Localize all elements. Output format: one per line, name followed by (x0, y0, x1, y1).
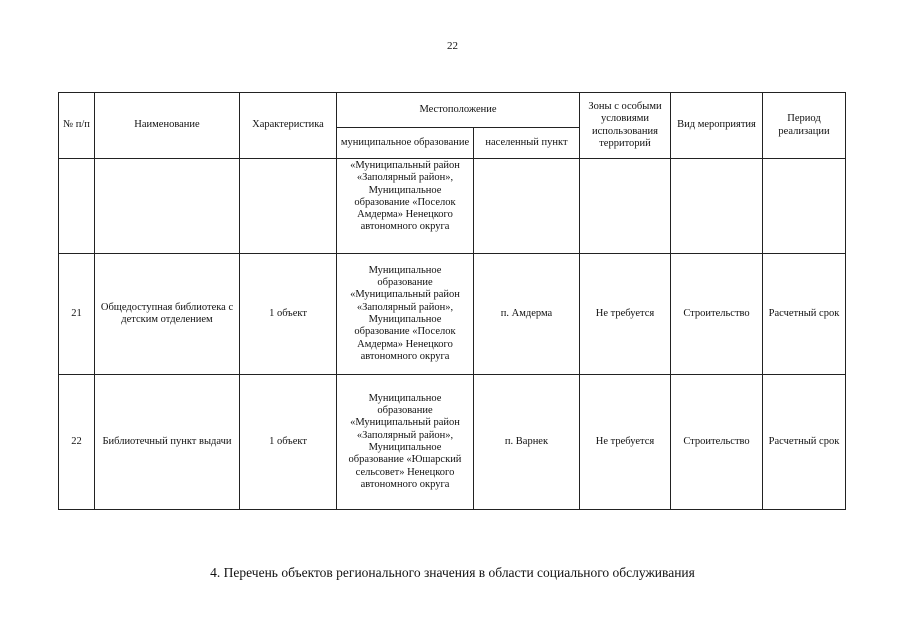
cell-municipal: Муниципальное образование «Муниципальный район «Заполярный район», Муниципальное образование «Поселок Амдерма» Ненецкого автономного округа (337, 254, 474, 375)
cell-name: Общедоступная библиотека с детским отделением (95, 254, 240, 375)
table-row (59, 254, 846, 375)
cell-settlement (474, 159, 580, 254)
header-characteristic: Характеристика (240, 93, 337, 159)
header-period: Период реализации (763, 93, 846, 159)
cell-num: 21 (59, 254, 95, 375)
cell-municipal: «Муниципальный район «Заполярный район», Муниципальное образование «Поселок Амдерма» Ненецкого автономного округа (337, 159, 474, 254)
cell-period: Расчетный срок (763, 254, 846, 375)
table-header-row (59, 93, 846, 128)
cell-characteristic: 1 объект (240, 254, 337, 375)
cell-num (59, 159, 95, 254)
cell-characteristic (240, 159, 337, 254)
cell-event-type: Строительство (671, 254, 763, 375)
cell-settlement: п. Амдерма (474, 254, 580, 375)
page-number: 22 (447, 40, 458, 52)
table-row (59, 375, 846, 510)
header-name: Наименование (95, 93, 240, 159)
cell-event-type: Строительство (671, 375, 763, 510)
cell-name: Библиотечный пункт выдачи (95, 375, 240, 510)
cell-zones: Не требуется (580, 254, 671, 375)
header-location-settlement: населенный пункт (474, 128, 580, 159)
cell-period: Расчетный срок (763, 375, 846, 510)
table-row (59, 159, 846, 254)
cell-municipal: Муниципальное образование «Муниципальный район «Заполярный район», Муниципальное образование «Юшарский сельсовет» Ненецкого автономного округа (337, 375, 474, 510)
cell-settlement: п. Варнек (474, 375, 580, 510)
header-location-municipal: муниципальное образование (337, 128, 474, 159)
section-caption: 4. Перечень объектов регионального значения в области социального обслуживания (210, 565, 695, 580)
header-zones: Зоны с особыми условиями использования территорий (580, 93, 671, 159)
cell-event-type (671, 159, 763, 254)
cell-characteristic: 1 объект (240, 375, 337, 510)
header-location: Местоположение (337, 93, 580, 128)
cell-num: 22 (59, 375, 95, 510)
cell-period (763, 159, 846, 254)
objects-table (58, 92, 846, 510)
header-event-type: Вид мероприятия (671, 93, 763, 159)
header-num: № п/п (59, 93, 95, 159)
cell-name (95, 159, 240, 254)
cell-zones: Не требуется (580, 375, 671, 510)
cell-zones (580, 159, 671, 254)
